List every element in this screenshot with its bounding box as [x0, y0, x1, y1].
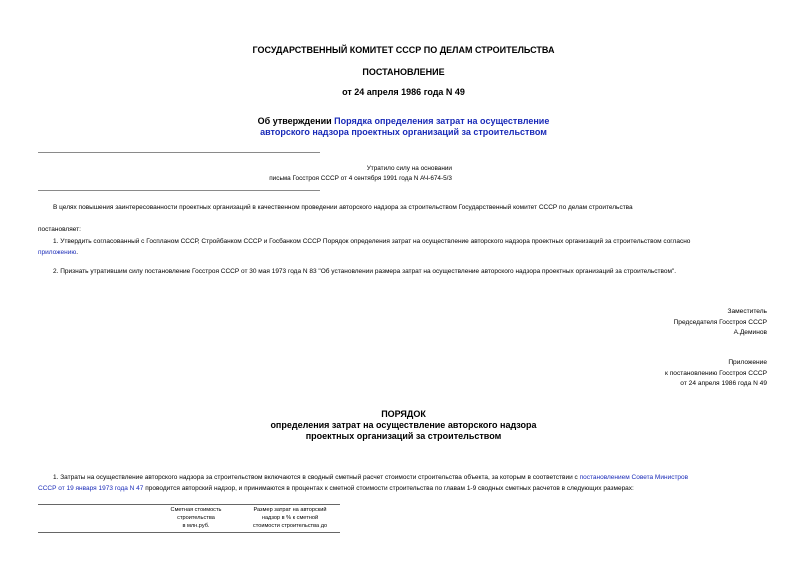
repeal-note-line1: Утратило силу на основании [366, 165, 452, 172]
document-type: ПОСТАНОВЛЕНИЕ [362, 67, 445, 77]
order-subtitle-line2: проектных организаций за строительством [305, 431, 502, 441]
document-date: от 24 апреля 1986 года N 49 [342, 87, 465, 97]
item2-text: 2. Признать утратившим силу постановление Госстроя СССР от 30 мая 1973 года N 83 "Об установлении размера затрат на осуществление авторского надзора проектных организаций за строительством". [53, 268, 677, 275]
order-link-line1[interactable]: Порядка определения затрат на осуществление [334, 116, 550, 126]
table-top-rule [38, 504, 340, 505]
table-header-cost: Сметная стоимость строительства в млн.руб. [170, 507, 222, 529]
table-header-percent: Размер затрат на авторский надзор в % к сметной стоимости строительства до [252, 507, 328, 529]
appendix-label: Приложение [728, 359, 767, 366]
signature-name: А.Деминов [733, 329, 767, 336]
order-title: ПОРЯДОК [381, 409, 426, 419]
item1-text: 1. Утвердить согласованный с Госпланом СССР, Стройбанком СССР и Госбанком СССР Порядок определения затрат на осуществление авторского надзора проектных организаций за строительством согласно [53, 238, 691, 245]
table-header-rule [38, 532, 340, 533]
subject-line2 [0, 127, 807, 137]
appendix-date: от 24 апреля 1986 года N 49 [680, 380, 767, 387]
signature-organization: Председателя Госстроя СССР [673, 319, 767, 326]
order-link-line2[interactable]: авторского надзора проектных организаций за строительством [260, 127, 547, 137]
appendix-link[interactable]: приложению [38, 249, 77, 256]
decree-word: постановляет: [38, 226, 81, 233]
council-resolution-link[interactable]: постановлением Совета Министров [579, 474, 689, 481]
order-subtitle-line1: определения затрат на осуществление авторского надзора [270, 420, 537, 430]
appendix-reference: к постановлению Госстроя СССР [665, 370, 767, 377]
divider-top [38, 152, 320, 153]
point1-line1: 1. Затраты на осуществление авторского надзора за строительством включаются в сводный сметный расчет стоимости строительства объекта, за которым в соответствии с постановлением Совета Министров [53, 474, 689, 481]
divider-bottom [38, 190, 320, 191]
item1-continuation: приложению. [38, 249, 79, 256]
council-resolution-date-link[interactable]: СССР от 19 января 1973 года N 47 [38, 485, 144, 492]
committee-title: ГОСУДАРСТВЕННЫЙ КОМИТЕТ СССР ПО ДЕЛАМ СТРОИТЕЛЬСТВА [252, 45, 555, 55]
repeal-note-line2: письма Госстроя СССР от 4 сентября 1991 года N АЧ-674-5/3 [269, 175, 452, 182]
subject-prefix: Об утверждении [257, 116, 335, 126]
intro-paragraph: В целях повышения заинтересованности проектных организаций в качественном проведении авторского надзора за строительством Государственный комитет СССР по делам строительства [53, 204, 633, 211]
subject-line1 [0, 116, 807, 126]
point1-line2: СССР от 19 января 1973 года N 47 проводится авторский надзор, и принимаются в процентах к сметной стоимости строительства по главам 1-9 сводных сметных расчетов в следующих размерах: [38, 485, 634, 492]
signature-position: Заместитель [727, 308, 767, 315]
